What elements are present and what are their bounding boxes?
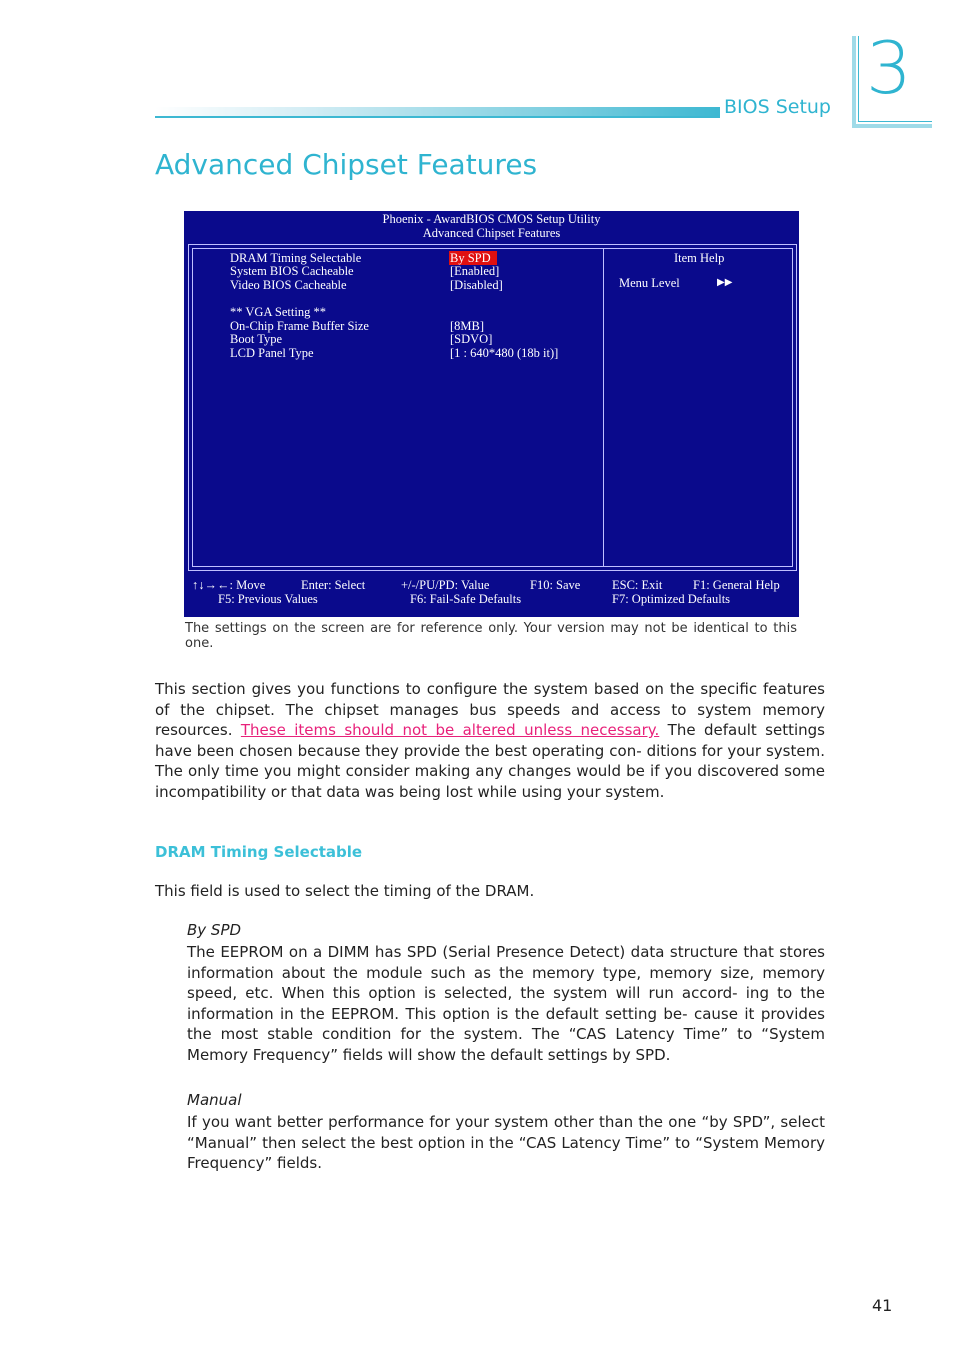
intro-text: This section gives you functions to configure the system based on the specific features of the chipset. The chipset manages bus speeds and access to system memory resources. bbox=[155, 680, 825, 739]
menu-level-arrows-icon: ▶▶ bbox=[717, 277, 733, 288]
bios-inner-frame bbox=[192, 248, 793, 567]
bios-footer-prev: F5: Previous Values bbox=[218, 592, 318, 606]
bios-title-line1: Phoenix - AwardBIOS CMOS Setup Utility bbox=[382, 212, 601, 226]
bios-item-label[interactable]: Video BIOS Cacheable bbox=[230, 278, 347, 292]
intro-paragraph bbox=[155, 679, 825, 802]
bios-title-line2: Advanced Chipset Features bbox=[422, 226, 561, 240]
chapter-box-left-line bbox=[858, 36, 859, 122]
bios-footer-failsafe: F6: Fail-Safe Defaults bbox=[410, 592, 522, 606]
bios-footer-save: F10: Save bbox=[530, 578, 581, 592]
screenshot-caption: The settings on the screen are for reference only. Your version may not be identical to this one. bbox=[185, 621, 797, 651]
bios-footer-optimized: F7: Optimized Defaults bbox=[612, 592, 731, 606]
bios-footer-enter: Enter: Select bbox=[301, 578, 366, 592]
bios-footer-help: F1: General Help bbox=[693, 578, 780, 592]
intro-text-continued: The default settings have been chosen because they provide the best operating con- ditions for your system. The only time you might consider making any changes would be if you discovered some incompatibility or that data was being lost while using your system. bbox=[155, 721, 825, 801]
warning-link[interactable]: These items should not be altered unless necessary. bbox=[240, 721, 660, 739]
bios-title bbox=[184, 212, 799, 240]
bios-item-value[interactable]: [Disabled] bbox=[450, 278, 503, 292]
dram-description: This field is used to select the timing of the DRAM. bbox=[155, 882, 535, 900]
option-text-by-spd: The EEPROM on a DIMM has SPD (Serial Presence Detect) data structure that stores information about the module such as the memory type, memory size, memory speed, etc. When this option is selected, the system will run accord- ing to the information in the EEPROM. This option is the default setting be- cause it provides the most stable condition for the system. The “CAS Latency Time” to “System Memory Frequency” fields will show the default settings by SPD. bbox=[187, 943, 825, 1064]
dram-timing-heading: DRAM Timing Selectable bbox=[155, 843, 363, 861]
bios-section-label: ** VGA Setting ** bbox=[230, 305, 326, 319]
bios-item-label[interactable]: On-Chip Frame Buffer Size bbox=[230, 319, 369, 333]
bios-item-value[interactable]: [8MB] bbox=[450, 319, 485, 333]
chapter-box-left bbox=[852, 36, 856, 128]
bios-item-label[interactable]: Boot Type bbox=[230, 332, 283, 346]
option-name-by-spd: By SPD bbox=[187, 921, 242, 939]
chapter-box-bottom-line bbox=[858, 121, 932, 122]
option-name-manual: Manual bbox=[187, 1091, 242, 1109]
chapter-box-bottom bbox=[852, 124, 932, 128]
bios-item-value[interactable]: [1 : 640*480 (18b it)] bbox=[450, 346, 559, 360]
bios-item-help-title: Item Help bbox=[674, 251, 725, 265]
bios-footer-value: +/-/PU/PD: Value bbox=[401, 578, 490, 592]
page-number: 41 bbox=[872, 1296, 893, 1315]
bios-item-label[interactable]: DRAM Timing Selectable bbox=[230, 251, 362, 265]
header-rule bbox=[155, 116, 720, 118]
bios-item-label[interactable]: System BIOS Cacheable bbox=[230, 264, 354, 278]
bios-menu-level: Menu Level bbox=[619, 276, 680, 290]
bios-item-value[interactable]: [Enabled] bbox=[450, 264, 500, 278]
bios-help-divider bbox=[603, 248, 604, 567]
option-text-manual: If you want better performance for your system other than the one “by SPD”, select “Manual” then select the best option in the “CAS Latency Time” to “System Memory Frequency” fields. bbox=[187, 1113, 825, 1172]
bios-item-value-selected[interactable]: By SPD bbox=[449, 251, 497, 265]
page-title: Advanced Chipset Features bbox=[155, 148, 538, 181]
bios-item-value[interactable]: [SDVO] bbox=[450, 332, 493, 346]
header-section-title: BIOS Setup bbox=[724, 96, 831, 118]
bios-footer-move: ↑↓→←: Move bbox=[192, 578, 266, 592]
bios-frame bbox=[188, 244, 797, 571]
chapter-number: 3 bbox=[866, 26, 912, 110]
bios-item-label[interactable]: LCD Panel Type bbox=[230, 346, 314, 360]
bios-footer-exit: ESC: Exit bbox=[612, 578, 663, 592]
bios-screenshot bbox=[184, 211, 799, 617]
